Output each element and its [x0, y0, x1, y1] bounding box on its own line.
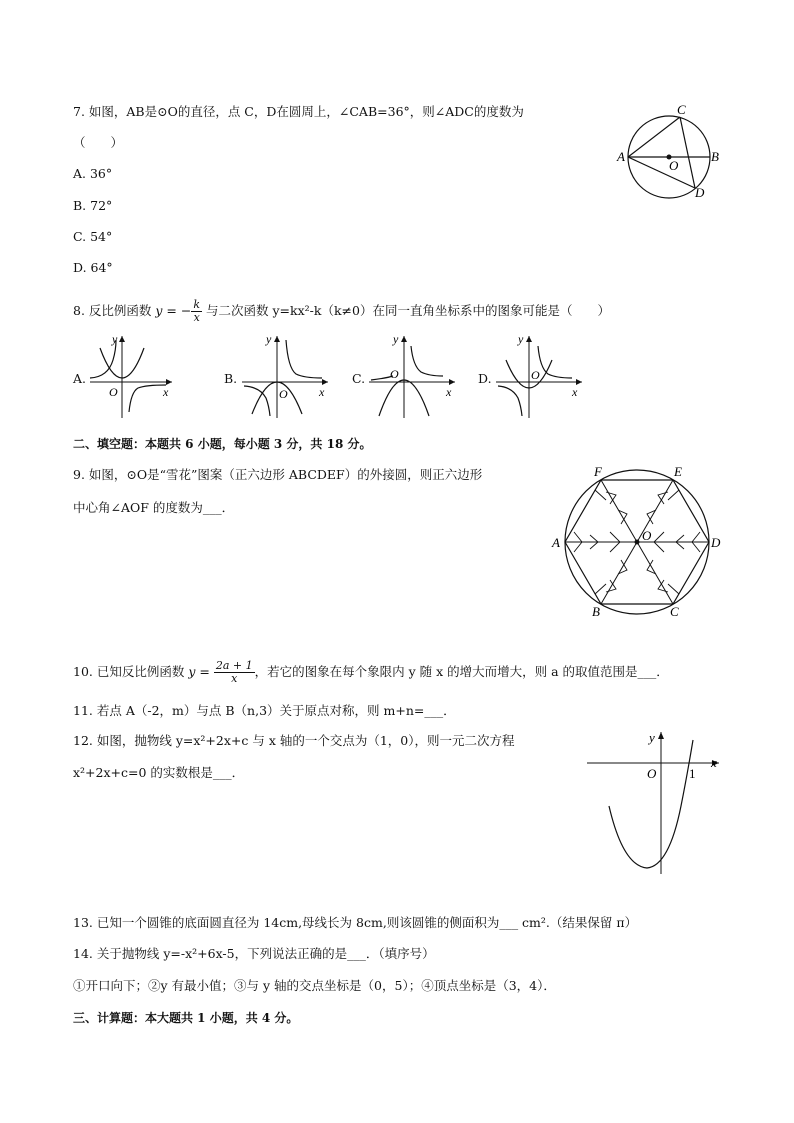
- q9-label-c: C: [670, 604, 679, 619]
- q8a-x: x: [163, 385, 169, 399]
- q10-frac-den: x: [231, 672, 238, 685]
- q8-frac-den: x: [193, 311, 200, 324]
- q12-line1: 12. 如图，抛物线 y=x²+2x+c 与 x 轴的一个交点为（1，0），则一元二次方程: [73, 733, 515, 748]
- q12-line2: x²+2x+c=0 的实数根是___．: [73, 765, 245, 780]
- q8-graph-a: [86, 330, 176, 420]
- q8-choice-b-label: B.: [224, 371, 238, 386]
- q7-circle-figure: [612, 100, 732, 200]
- q13: 13. 已知一个圆锥的底面圆直径为 14cm,母线长为 8cm,则该圆锥的侧面积为___ cm².（结果保留 π）: [73, 915, 638, 930]
- q8a-o: O: [109, 385, 118, 399]
- q8d-x: x: [572, 385, 578, 399]
- q8-pre: 8. 反比例函数: [73, 303, 152, 318]
- q9-label-o: O: [642, 528, 652, 543]
- q8-post: 与二次函数 y=kx²-k（k≠0）在同一直角坐标系中的图象可能是（ ）: [206, 303, 610, 318]
- q12-y: y: [649, 730, 655, 745]
- q8c-y: y: [393, 332, 399, 346]
- q8-frac-num: k: [193, 298, 201, 311]
- q12-x: x: [711, 755, 717, 770]
- q8c-o: O: [390, 367, 399, 381]
- q8-graph-b: [238, 330, 333, 420]
- q8d-o: O: [531, 368, 540, 382]
- q7-label-a: A: [617, 149, 625, 164]
- q7-option-c: C. 54°: [73, 229, 113, 244]
- q7-option-b: B. 72°: [73, 198, 113, 213]
- q7-paren: （ ）: [73, 135, 124, 150]
- q10-pre: 10. 已知反比例函数: [73, 664, 185, 679]
- q11: 11. 若点 A（-2，m）与点 B（n,3）关于原点对称，则 m+n=___．: [73, 703, 456, 718]
- q8d-y: y: [518, 332, 524, 346]
- q8b-x: x: [319, 385, 325, 399]
- q9-label-a: A: [552, 535, 560, 550]
- q8-choice-a-label: A.: [73, 371, 87, 386]
- q12-one: 1: [689, 766, 696, 781]
- q8-graph-c: [365, 330, 460, 420]
- q8-stem: [73, 296, 610, 326]
- q9-line2: 中心角∠AOF 的度数为___．: [73, 500, 235, 515]
- q12-o: O: [647, 766, 657, 781]
- q7-option-d: D. 64°: [73, 260, 113, 275]
- q7-option-a: A. 36°: [73, 166, 113, 181]
- q10-func-lhs: y =: [188, 664, 210, 679]
- q7-label-d: D: [695, 185, 705, 200]
- q9-label-b: B: [592, 604, 600, 619]
- q14-line1: 14. 关于抛物线 y=-x²+6x-5，下列说法正确的是___．（填序号）: [73, 946, 435, 961]
- q8-graph-d: [492, 330, 587, 420]
- q10-fraction: [214, 660, 255, 685]
- q8c-x: x: [446, 385, 452, 399]
- q9-label-f: F: [594, 464, 602, 479]
- q9-label-e: E: [674, 464, 682, 479]
- q8-choice-c-label: C.: [352, 371, 366, 386]
- q8-choice-d-label: D.: [478, 371, 492, 386]
- q7-stem: 7. 如图，AB是⊙O的直径，点 C，D在圆周上，∠CAB=36°，则∠ADC的度数为: [73, 104, 524, 119]
- q8b-y: y: [266, 332, 272, 346]
- section-2-heading: 二、填空题：本题共 6 小题，每小题 3 分，共 18 分。: [73, 437, 372, 451]
- q10-post: ，若它的图象在每个象限内 y 随 x 的增大而增大，则 a 的取值范围是___．: [254, 664, 669, 679]
- q10-frac-num: 2a + 1: [215, 659, 253, 672]
- q14-line2: ①开口向下；②y 有最小值；③与 y 轴的交点坐标是（0，5）；④顶点坐标是（3，4）．: [73, 978, 556, 993]
- q8a-y: y: [112, 332, 118, 346]
- q8-fraction: [191, 299, 202, 324]
- q10-stem: [73, 657, 669, 687]
- q9-label-d: D: [711, 535, 721, 550]
- q7-label-o: O: [669, 158, 679, 173]
- q9-line1: 9. 如图，⊙O是“雪花”图案（正六边形 ABCDEF）的外接圆，则正六边形: [73, 467, 483, 482]
- q7-label-c: C: [677, 102, 686, 117]
- q8b-o: O: [279, 387, 288, 401]
- q9-snowflake-figure: [550, 462, 730, 622]
- q8-func-lhs: y = −: [155, 303, 192, 318]
- q12-parabola-figure: [585, 726, 725, 876]
- q7-label-b: B: [711, 149, 719, 164]
- section-3-heading: 三、计算题：本大题共 1 小题，共 4 分。: [73, 1011, 299, 1025]
